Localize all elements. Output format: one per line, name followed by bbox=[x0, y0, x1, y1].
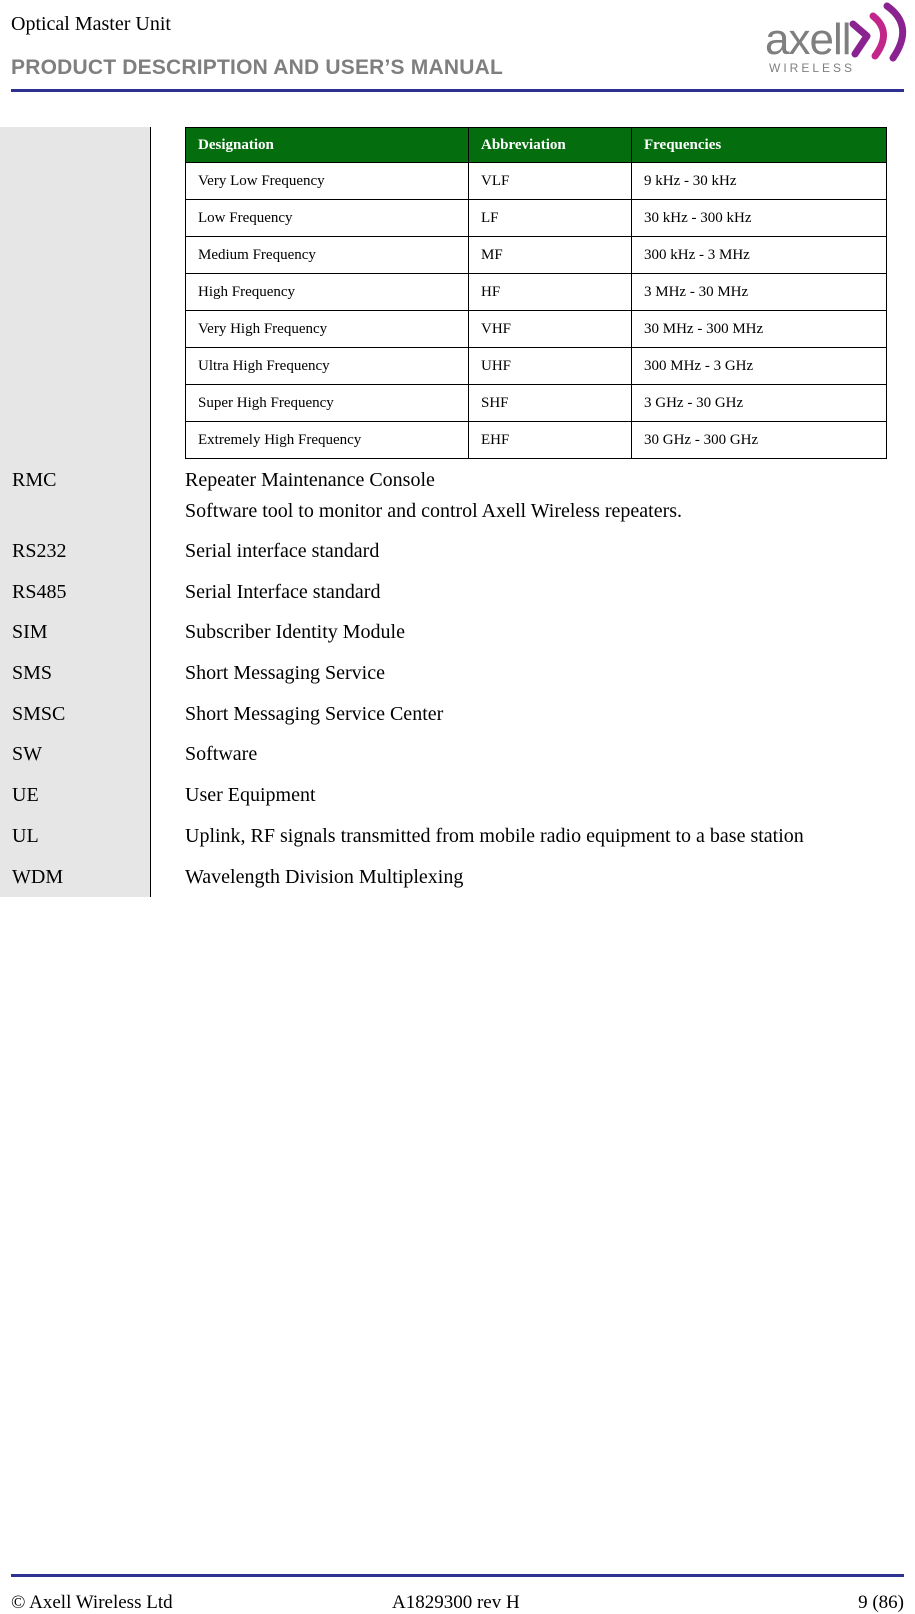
table-row bbox=[186, 311, 887, 348]
cell-designation: High Frequency bbox=[186, 274, 469, 311]
footer-rule bbox=[11, 1574, 904, 1577]
footer-copyright: © Axell Wireless Ltd bbox=[11, 1592, 173, 1613]
glossary-abbr: SW bbox=[12, 743, 42, 765]
glossary-definition: Short Messaging Service Center bbox=[185, 703, 444, 725]
cell-abbreviation: LF bbox=[469, 200, 632, 237]
document-subtitle: PRODUCT DESCRIPTION AND USER’S MANUAL bbox=[11, 56, 503, 79]
cell-abbreviation: VLF bbox=[469, 163, 632, 200]
cell-abbreviation: UHF bbox=[469, 348, 632, 385]
logo-wordmark: axell bbox=[765, 15, 851, 64]
table-row bbox=[186, 422, 887, 459]
glossary-abbr: SMSC bbox=[12, 703, 66, 725]
glossary-definition-detail: Software tool to monitor and control Axell Wireless repeaters. bbox=[185, 500, 683, 522]
header-rule bbox=[11, 89, 904, 92]
cell-frequencies: 30 MHz - 300 MHz bbox=[632, 311, 887, 348]
glossary-definition: Subscriber Identity Module bbox=[185, 621, 405, 643]
cell-frequencies: 30 GHz - 300 GHz bbox=[632, 422, 887, 459]
table-row bbox=[186, 274, 887, 311]
glossary-definition: Uplink, RF signals transmitted from mobile radio equipment to a base station bbox=[185, 825, 804, 847]
glossary-abbr: RMC bbox=[12, 469, 57, 491]
glossary-definition: Software bbox=[185, 743, 258, 765]
cell-abbreviation: VHF bbox=[469, 311, 632, 348]
glossary-definition: Short Messaging Service bbox=[185, 662, 385, 684]
glossary-definition: Serial Interface standard bbox=[185, 581, 381, 603]
glossary-entry-ul bbox=[0, 825, 915, 855]
glossary-definition: Repeater Maintenance Console bbox=[185, 469, 435, 491]
cell-designation: Low Frequency bbox=[186, 200, 469, 237]
glossary-entry-sms bbox=[0, 662, 915, 692]
cell-frequencies: 30 kHz - 300 kHz bbox=[632, 200, 887, 237]
glossary-abbr: SMS bbox=[12, 662, 53, 684]
glossary-definition: Serial interface standard bbox=[185, 540, 380, 562]
glossary-entry-wdm bbox=[0, 866, 915, 896]
cell-frequencies: 3 GHz - 30 GHz bbox=[632, 385, 887, 422]
header-abbreviation: Abbreviation bbox=[469, 128, 632, 163]
cell-designation: Extremely High Frequency bbox=[186, 422, 469, 459]
glossary-abbr: RS232 bbox=[12, 540, 67, 562]
cell-abbreviation: HF bbox=[469, 274, 632, 311]
cell-designation: Very High Frequency bbox=[186, 311, 469, 348]
glossary-entry-rs232 bbox=[0, 540, 915, 570]
glossary-abbr: RS485 bbox=[12, 581, 67, 603]
header-designation: Designation bbox=[186, 128, 469, 163]
logo-subtext: WIRELESS bbox=[769, 61, 856, 75]
cell-frequencies: 3 MHz - 30 MHz bbox=[632, 274, 887, 311]
footer-page-number: 9 (86) bbox=[858, 1592, 904, 1613]
table-row bbox=[186, 237, 887, 274]
document-title: Optical Master Unit bbox=[11, 13, 171, 35]
cell-designation: Very Low Frequency bbox=[186, 163, 469, 200]
axell-wireless-logo bbox=[765, 2, 915, 78]
glossary-entry-smsc bbox=[0, 703, 915, 733]
glossary-abbr: WDM bbox=[12, 866, 64, 888]
table-row bbox=[186, 348, 887, 385]
glossary-entry-sim bbox=[0, 621, 915, 651]
table-row bbox=[186, 163, 887, 200]
cell-frequencies: 300 kHz - 3 MHz bbox=[632, 237, 887, 274]
glossary-entry-ue bbox=[0, 784, 915, 814]
logo-signal-icon bbox=[849, 2, 915, 62]
cell-frequencies: 9 kHz - 30 kHz bbox=[632, 163, 887, 200]
cell-frequencies: 300 MHz - 3 GHz bbox=[632, 348, 887, 385]
glossary-definition: User Equipment bbox=[185, 784, 316, 806]
frequency-band-table bbox=[185, 127, 887, 459]
glossary-abbr: UE bbox=[12, 784, 39, 806]
cell-abbreviation: SHF bbox=[469, 385, 632, 422]
cell-designation: Medium Frequency bbox=[186, 237, 469, 274]
cell-designation: Super High Frequency bbox=[186, 385, 469, 422]
cell-designation: Ultra High Frequency bbox=[186, 348, 469, 385]
glossary-entry-rmc bbox=[0, 469, 915, 522]
glossary-abbr: SIM bbox=[12, 621, 48, 643]
cell-abbreviation: EHF bbox=[469, 422, 632, 459]
glossary-entry-rs485 bbox=[0, 581, 915, 611]
table-row bbox=[186, 200, 887, 237]
glossary-definition: Wavelength Division Multiplexing bbox=[185, 866, 464, 888]
footer-document-id: A1829300 rev H bbox=[392, 1592, 520, 1613]
table-header-row bbox=[186, 128, 887, 163]
table-row bbox=[186, 385, 887, 422]
glossary-abbr: UL bbox=[12, 825, 39, 847]
glossary-entry-sw bbox=[0, 743, 915, 773]
cell-abbreviation: MF bbox=[469, 237, 632, 274]
abbreviation-column-shading bbox=[0, 127, 151, 897]
header-frequencies: Frequencies bbox=[632, 128, 887, 163]
